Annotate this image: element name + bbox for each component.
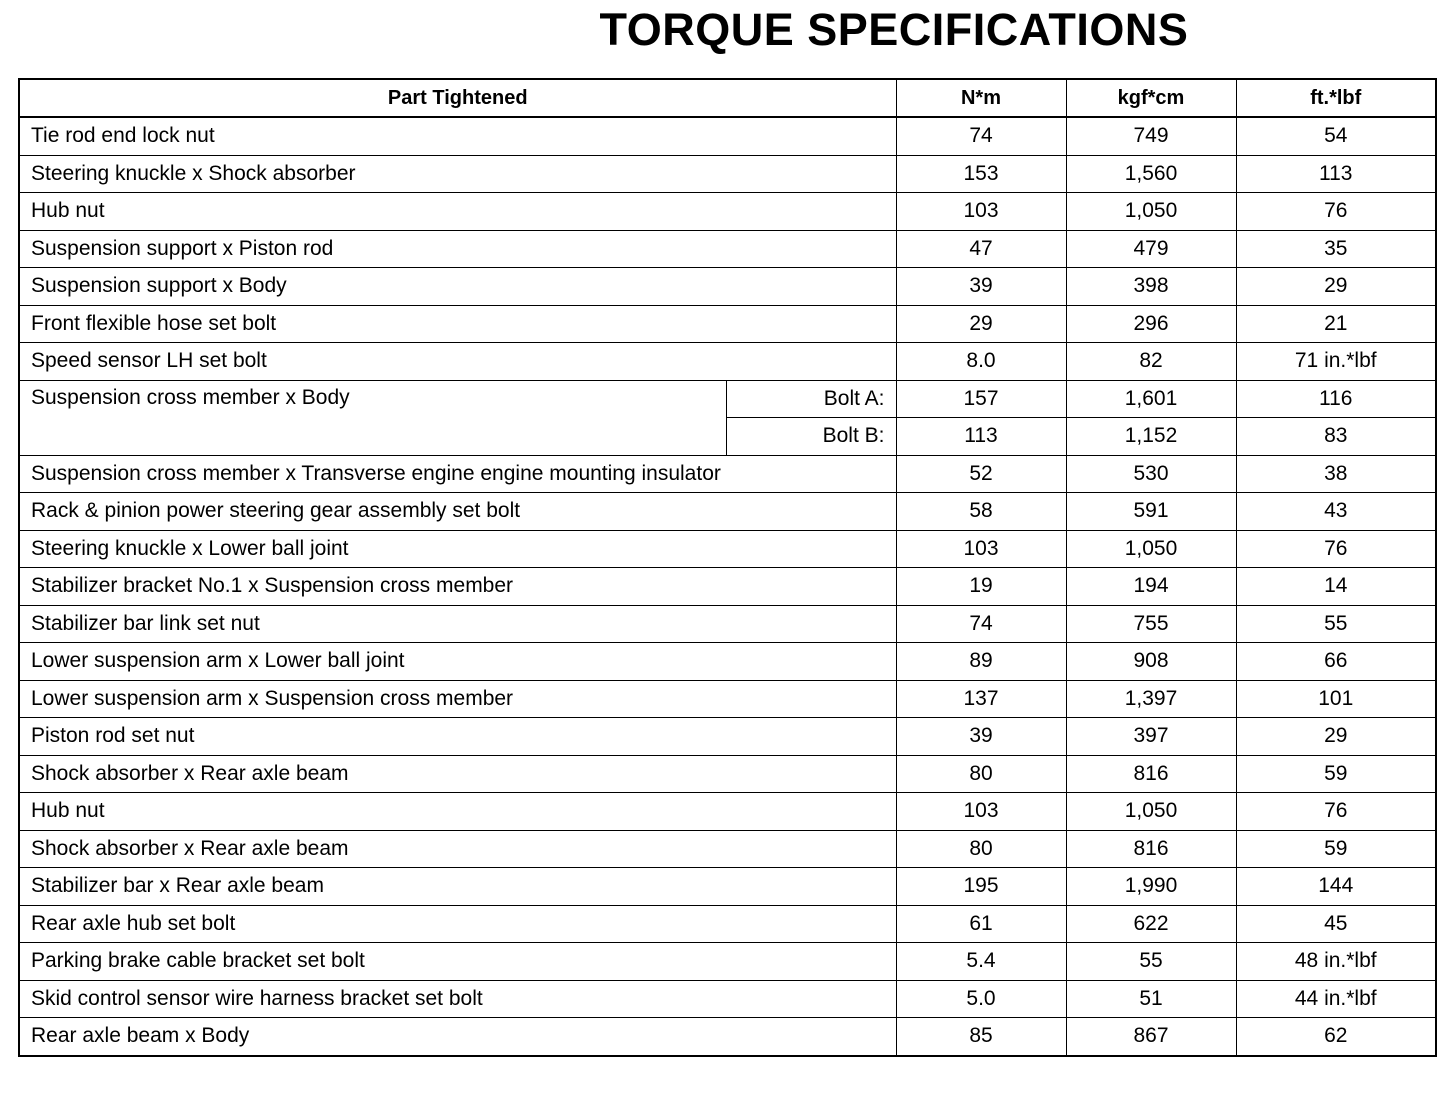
- value-nm: 39: [896, 268, 1066, 306]
- header-row: [19, 79, 1436, 117]
- part-name: Hub nut: [19, 193, 896, 231]
- value-nm: 47: [896, 230, 1066, 268]
- table-row: [19, 193, 1436, 231]
- table-row: [19, 530, 1436, 568]
- value-nm: 153: [896, 155, 1066, 193]
- part-name: Speed sensor LH set bolt: [19, 343, 896, 381]
- value-ftlbf: 21: [1236, 305, 1436, 343]
- part-name: Hub nut: [19, 793, 896, 831]
- part-name: Suspension cross member x Body: [19, 380, 726, 455]
- value-nm: 137: [896, 680, 1066, 718]
- value-kgfcm: 397: [1066, 718, 1236, 756]
- value-nm: 113: [896, 418, 1066, 456]
- value-kgfcm: 479: [1066, 230, 1236, 268]
- value-ftlbf: 43: [1236, 493, 1436, 531]
- value-kgfcm: 1,560: [1066, 155, 1236, 193]
- table-body-rest: [19, 455, 1436, 1056]
- value-ftlbf: 59: [1236, 830, 1436, 868]
- part-name: Tie rod end lock nut: [19, 117, 896, 155]
- table-row: [19, 268, 1436, 306]
- table-row: [19, 680, 1436, 718]
- value-nm: 39: [896, 718, 1066, 756]
- value-ftlbf: 44 in.*lbf: [1236, 980, 1436, 1018]
- header-kgfcm: kgf*cm: [1066, 79, 1236, 117]
- value-kgfcm: 591: [1066, 493, 1236, 531]
- value-kgfcm: 55: [1066, 943, 1236, 981]
- table-row-bolt-a: [19, 380, 1436, 418]
- table-body: [19, 117, 1436, 455]
- value-kgfcm: 755: [1066, 605, 1236, 643]
- value-kgfcm: 1,050: [1066, 530, 1236, 568]
- value-ftlbf: 113: [1236, 155, 1436, 193]
- value-ftlbf: 29: [1236, 718, 1436, 756]
- value-kgfcm: 1,152: [1066, 418, 1236, 456]
- value-nm: 5.4: [896, 943, 1066, 981]
- part-name: Suspension support x Piston rod: [19, 230, 896, 268]
- bolt-a-label: Bolt A:: [726, 380, 896, 418]
- value-ftlbf: 116: [1236, 380, 1436, 418]
- value-ftlbf: 14: [1236, 568, 1436, 606]
- value-nm: 58: [896, 493, 1066, 531]
- value-nm: 85: [896, 1018, 1066, 1056]
- value-ftlbf: 144: [1236, 868, 1436, 906]
- part-name: Steering knuckle x Lower ball joint: [19, 530, 896, 568]
- value-kgfcm: 194: [1066, 568, 1236, 606]
- part-name: Suspension support x Body: [19, 268, 896, 306]
- header-ftlbf: ft.*lbf: [1236, 79, 1436, 117]
- part-name: Lower suspension arm x Suspension cross member: [19, 680, 896, 718]
- table-row: [19, 905, 1436, 943]
- value-nm: 103: [896, 193, 1066, 231]
- table-row: [19, 343, 1436, 381]
- value-kgfcm: 908: [1066, 643, 1236, 681]
- value-kgfcm: 398: [1066, 268, 1236, 306]
- value-ftlbf: 76: [1236, 193, 1436, 231]
- table-row: [19, 718, 1436, 756]
- table-row: [19, 868, 1436, 906]
- part-name: Shock absorber x Rear axle beam: [19, 830, 896, 868]
- value-kgfcm: 816: [1066, 830, 1236, 868]
- part-name: Shock absorber x Rear axle beam: [19, 755, 896, 793]
- value-nm: 74: [896, 605, 1066, 643]
- header-nm: N*m: [896, 79, 1066, 117]
- table-row: [19, 305, 1436, 343]
- value-nm: 80: [896, 830, 1066, 868]
- part-name: Rack & pinion power steering gear assembly set bolt: [19, 493, 896, 531]
- value-nm: 61: [896, 905, 1066, 943]
- header-part-tightened: Part Tightened: [19, 79, 896, 117]
- value-ftlbf: 48 in.*lbf: [1236, 943, 1436, 981]
- table-row: [19, 643, 1436, 681]
- value-kgfcm: 622: [1066, 905, 1236, 943]
- value-ftlbf: 62: [1236, 1018, 1436, 1056]
- page-title: TORQUE SPECIFICATIONS: [599, 4, 1189, 55]
- value-kgfcm: 1,050: [1066, 793, 1236, 831]
- table-row: [19, 830, 1436, 868]
- part-name: Parking brake cable bracket set bolt: [19, 943, 896, 981]
- value-nm: 29: [896, 305, 1066, 343]
- table-row: [19, 155, 1436, 193]
- value-ftlbf: 76: [1236, 793, 1436, 831]
- value-ftlbf: 55: [1236, 605, 1436, 643]
- table-row: [19, 755, 1436, 793]
- value-kgfcm: 1,050: [1066, 193, 1236, 231]
- table-row: [19, 455, 1436, 493]
- bolt-b-label: Bolt B:: [726, 418, 896, 456]
- table-row: [19, 1018, 1436, 1056]
- value-nm: 103: [896, 793, 1066, 831]
- value-ftlbf: 54: [1236, 117, 1436, 155]
- table-row: [19, 980, 1436, 1018]
- value-ftlbf: 45: [1236, 905, 1436, 943]
- value-ftlbf: 29: [1236, 268, 1436, 306]
- value-kgfcm: 1,990: [1066, 868, 1236, 906]
- value-nm: 5.0: [896, 980, 1066, 1018]
- table-row: [19, 117, 1436, 155]
- value-nm: 157: [896, 380, 1066, 418]
- table-row: [19, 793, 1436, 831]
- torque-spec-table: [18, 78, 1437, 1057]
- value-nm: 8.0: [896, 343, 1066, 381]
- table-row: [19, 493, 1436, 531]
- value-kgfcm: 1,601: [1066, 380, 1236, 418]
- value-ftlbf: 83: [1236, 418, 1436, 456]
- part-name: Piston rod set nut: [19, 718, 896, 756]
- value-nm: 195: [896, 868, 1066, 906]
- value-nm: 80: [896, 755, 1066, 793]
- value-kgfcm: 530: [1066, 455, 1236, 493]
- value-ftlbf: 71 in.*lbf: [1236, 343, 1436, 381]
- value-ftlbf: 59: [1236, 755, 1436, 793]
- value-kgfcm: 296: [1066, 305, 1236, 343]
- part-name: Rear axle hub set bolt: [19, 905, 896, 943]
- value-ftlbf: 101: [1236, 680, 1436, 718]
- value-nm: 74: [896, 117, 1066, 155]
- part-name: Stabilizer bar x Rear axle beam: [19, 868, 896, 906]
- value-kgfcm: 867: [1066, 1018, 1236, 1056]
- value-nm: 103: [896, 530, 1066, 568]
- value-kgfcm: 82: [1066, 343, 1236, 381]
- value-ftlbf: 35: [1236, 230, 1436, 268]
- table-row: [19, 230, 1436, 268]
- value-kgfcm: 749: [1066, 117, 1236, 155]
- part-name: Lower suspension arm x Lower ball joint: [19, 643, 896, 681]
- part-name: Skid control sensor wire harness bracket set bolt: [19, 980, 896, 1018]
- part-name: Stabilizer bracket No.1 x Suspension cross member: [19, 568, 896, 606]
- part-name: Front flexible hose set bolt: [19, 305, 896, 343]
- value-kgfcm: 51: [1066, 980, 1236, 1018]
- value-nm: 89: [896, 643, 1066, 681]
- part-name: Suspension cross member x Transverse engine engine mounting insulator: [19, 455, 896, 493]
- value-kgfcm: 1,397: [1066, 680, 1236, 718]
- part-name: Steering knuckle x Shock absorber: [19, 155, 896, 193]
- part-name: Rear axle beam x Body: [19, 1018, 896, 1056]
- value-ftlbf: 38: [1236, 455, 1436, 493]
- value-nm: 19: [896, 568, 1066, 606]
- value-ftlbf: 76: [1236, 530, 1436, 568]
- value-ftlbf: 66: [1236, 643, 1436, 681]
- table-row: [19, 605, 1436, 643]
- value-kgfcm: 816: [1066, 755, 1236, 793]
- table-row: [19, 943, 1436, 981]
- table-row: [19, 568, 1436, 606]
- part-name: Stabilizer bar link set nut: [19, 605, 896, 643]
- value-nm: 52: [896, 455, 1066, 493]
